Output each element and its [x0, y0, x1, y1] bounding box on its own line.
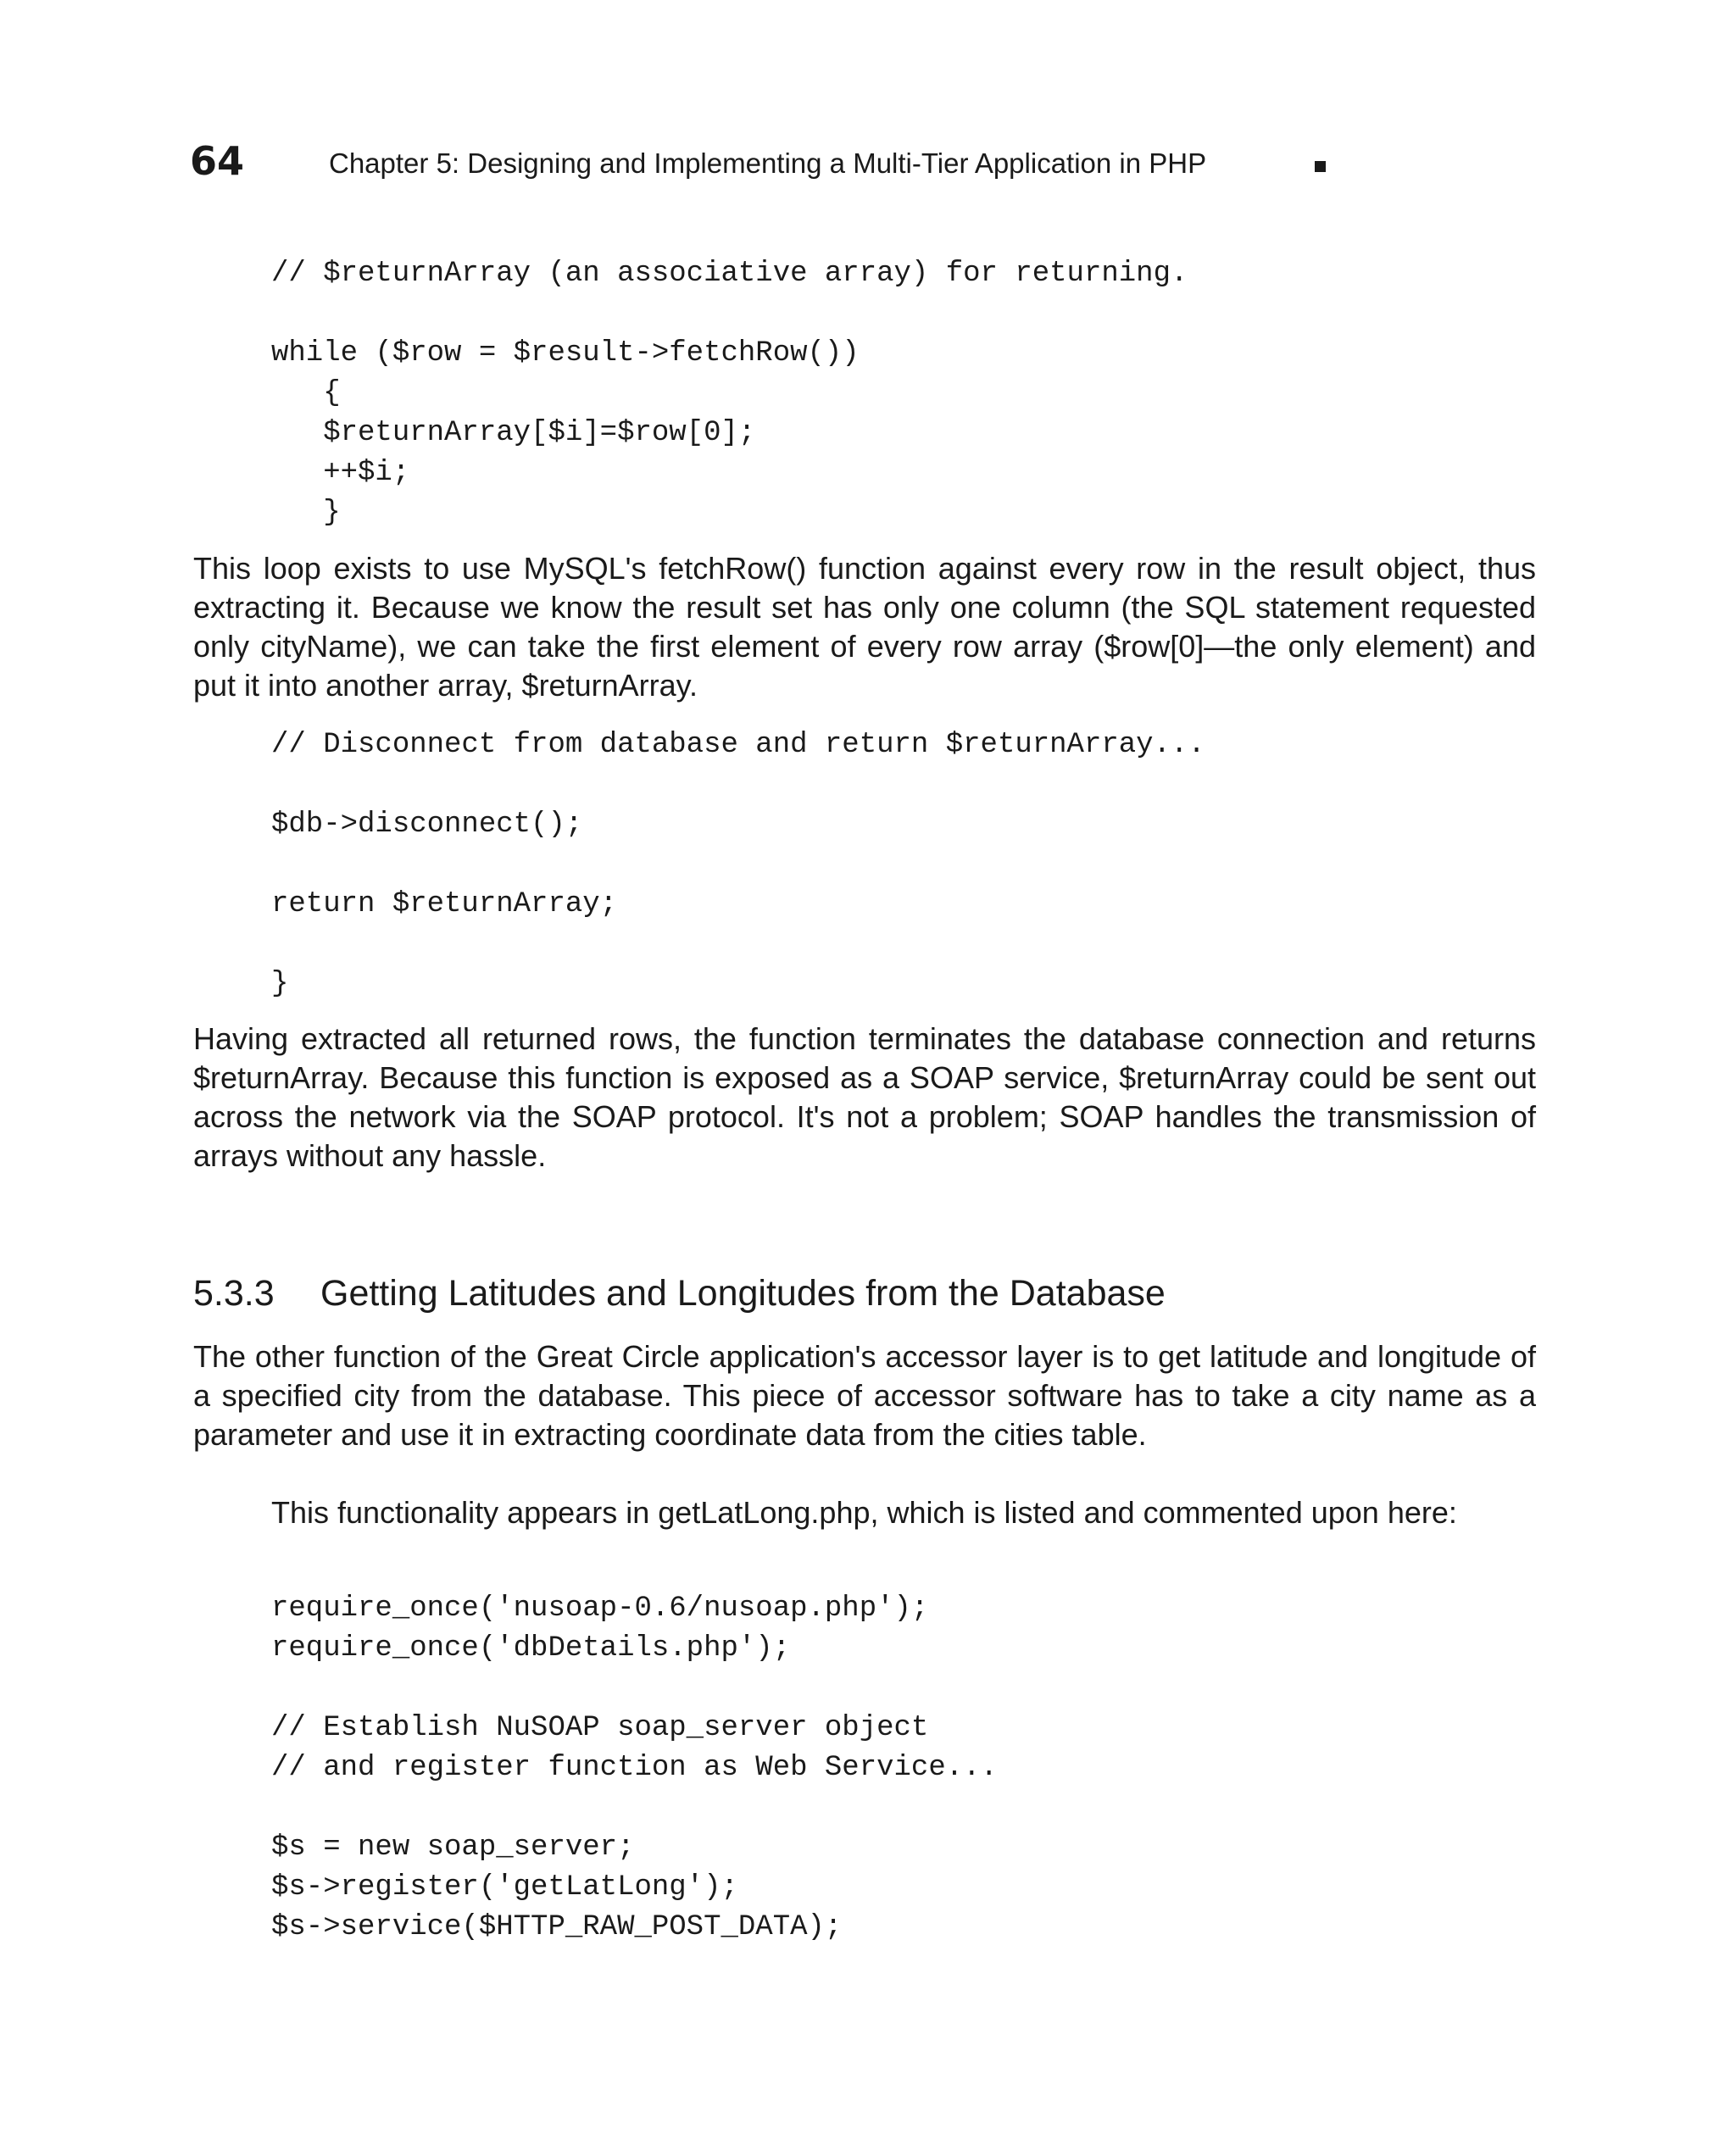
section-number: 5.3.3 [193, 1273, 275, 1314]
paragraph-return-array: Having extracted all returned rows, the function terminates the database connection and returns $returnArray. Because this function is exposed as a SOAP service, $returnArray could be sent out across the network via the SOAP protocol. It's not a problem; SOAP handles the transmission of arrays without any hassle. [193, 1021, 1536, 1173]
code-block-disconnect: // Disconnect from database and return $returnArray... $db->disconnect(); return $returnArray; } [271, 729, 1205, 1000]
code-block-soap-server: require_once('nusoap-0.6/nusoap.php'); require_once('dbDetails.php'); // Establish NuSOAP soap_server object // and register function as Web Service... $s = new soap_server; $s->register('getLatLong'); $s->service($HTTP_RAW_POST_DATA); [271, 1592, 998, 1943]
page-number: 64 [190, 138, 245, 184]
paragraph-loop-explanation: This loop exists to use MySQL's fetchRow() function against every row in the result object, thus extracting it. Because we know the result set has only one column (the SQL statement requested only cityName), we can take the first element of every row array ($row[0]—the only element) and put it into another array, $returnArray. [193, 551, 1536, 703]
section-title: Getting Latitudes and Longitudes from the Database [320, 1273, 1166, 1314]
section-heading [193, 1270, 1536, 1317]
code-block-fetch-loop: // $returnArray (an associative array) for returning. while ($row = $result->fetchRow()) { $returnArray[$i]=$row[0]; ++$i; } [271, 258, 1188, 529]
running-head-bullet [1315, 161, 1326, 172]
running-head: Chapter 5: Designing and Implementing a Multi-Tier Application in PHP [329, 147, 1207, 179]
paragraph-getlatlong-intro: This functionality appears in getLatLong.php, which is listed and commented upon here: [271, 1495, 1457, 1530]
page-header [190, 136, 1377, 195]
paragraph-accessor-function: The other function of the Great Circle application's accessor layer is to get latitude and longitude of a specified city from the database. This piece of accessor software has to take a city name as a parameter and use it in extracting coordinate data from the cities table. [193, 1339, 1536, 1452]
